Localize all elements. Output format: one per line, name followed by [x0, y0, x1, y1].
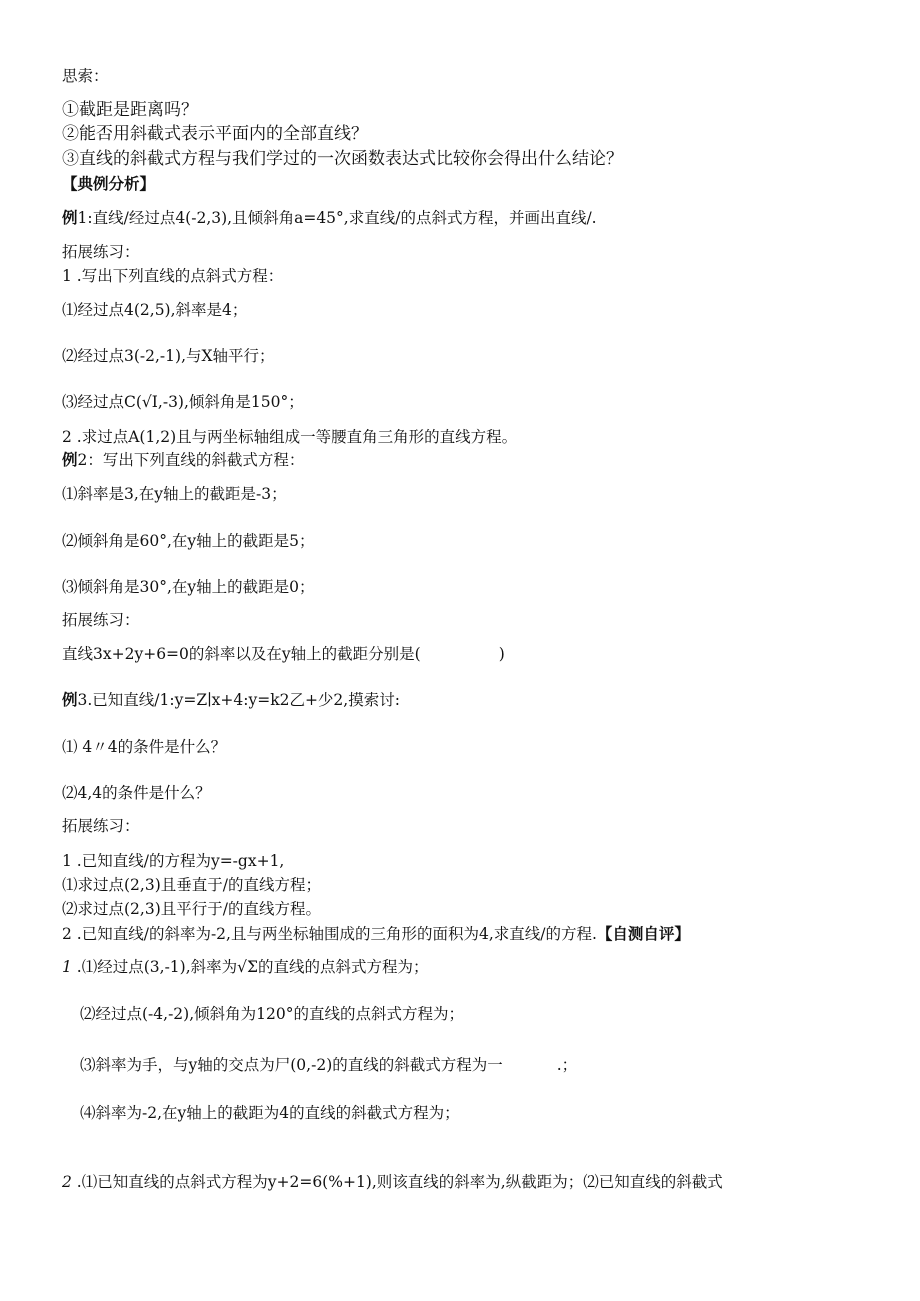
extension-2-question: [62, 644, 505, 664]
selftest-2-text: .⑴已知直线的点斜式方程为y+2=6(%+1),则该直线的斜率为,纵截距为；⑵已知直线的斜截式: [71, 1173, 723, 1191]
extension-1-item-1c: ⑶经过点C(√I,-3),倾斜角是150°；: [62, 393, 304, 411]
extension-1-item-1a: ⑴经过点4(2,5),斜率是4；: [62, 301, 248, 319]
example-3-label: 例: [62, 690, 78, 709]
extension-3-item-1b: ⑵求过点(2,3)且平行于/的直线方程。: [62, 900, 321, 918]
selftest-2: [62, 1172, 723, 1192]
extension-3-item-1: 1 .已知直线/的方程为y=-gx+1,: [62, 852, 285, 870]
extension-1-item-2: 2 .求过点A(1,2)且与两坐标轴组成一等腰直角三角形的直线方程。: [62, 428, 518, 446]
question-1: ①截距是距离吗？: [62, 100, 198, 120]
extension-3-item-2-text: 2 .已知直线/的斜率为-2,且与两坐标轴围成的三角形的面积为4,求直线/的方程.: [62, 925, 597, 943]
question-3: ③直线的斜截式方程与我们学过的一次函数表达式比较你会得出什么结论？: [62, 149, 623, 169]
extension-1-item-1: 1 .写出下列直线的点斜式方程：: [62, 267, 284, 285]
extension-1-item-1b: ⑵经过点3(-2,-1),与X轴平行；: [62, 347, 275, 365]
think-title: 思索：: [62, 67, 109, 85]
selftest-1d: ⑷斜率为-2,在y轴上的截距为4的直线的斜截式方程为；: [80, 1104, 460, 1122]
example-2-label: 例: [62, 450, 78, 469]
example-2-text: 2：写出下列直线的斜截式方程：: [77, 451, 305, 469]
extension-2-title: 拓展练习：: [62, 611, 140, 629]
question-2: ②能否用斜截式表示平面内的全部直线？: [62, 124, 368, 144]
example-3: [62, 690, 400, 710]
example-3-text: 3.已知直线/1:y=Z∣x+4:y=k2乙+少2,摸索讨:: [77, 691, 400, 709]
example-1-text: 1:直线/经过点4(-2,3),且倾斜角a=45°,求直线/的点斜式方程，并画出直线/.: [77, 209, 597, 227]
example-2-item-b: ⑵倾斜角是60°,在y轴上的截距是5；: [62, 532, 315, 550]
extension-3-title: 拓展练习：: [62, 817, 140, 835]
selftest-1c-end: .；: [556, 1056, 578, 1074]
example-3-item-b: ⑵4,4的条件是什么？: [62, 784, 211, 802]
extension-3-item-2: [62, 924, 690, 944]
extension-2-question-close: ): [498, 645, 505, 663]
example-2-item-a: ⑴斜率是3,在y轴上的截距是-3；: [62, 485, 287, 503]
example-2-item-c: ⑶倾斜角是30°,在y轴上的截距是0；: [62, 578, 315, 596]
example-3-item-a: ⑴ 4〃4的条件是什么？: [62, 738, 227, 756]
selftest-1: [62, 957, 428, 977]
extension-3-item-1a: ⑴求过点(2,3)且垂直于/的直线方程；: [62, 876, 321, 894]
extension-2-question-text: 直线3x+2y+6=0的斜率以及在y轴上的截距分别是(: [62, 645, 421, 663]
section-examples-heading: 【典例分析】: [62, 174, 156, 193]
extension-1-title: 拓展练习：: [62, 243, 140, 261]
section-selftest-heading: 【自测自评】: [596, 924, 690, 943]
selftest-2-number: 2: [62, 1173, 72, 1191]
selftest-1c: [80, 1055, 577, 1075]
example-1-label: 例: [62, 208, 78, 227]
selftest-1-text: .⑴经过点(3,-1),斜率为√Σ的直线的点斜式方程为；: [71, 958, 429, 976]
selftest-1b: ⑵经过点(-4,-2),倾斜角为120°的直线的点斜式方程为；: [80, 1005, 464, 1023]
selftest-1-number: 1: [62, 958, 72, 976]
example-2: [62, 450, 304, 470]
example-1: [62, 208, 597, 228]
selftest-1c-text: ⑶斜率为手，与y轴的交点为尸(0,-2)的直线的斜截式方程为一: [80, 1056, 503, 1074]
